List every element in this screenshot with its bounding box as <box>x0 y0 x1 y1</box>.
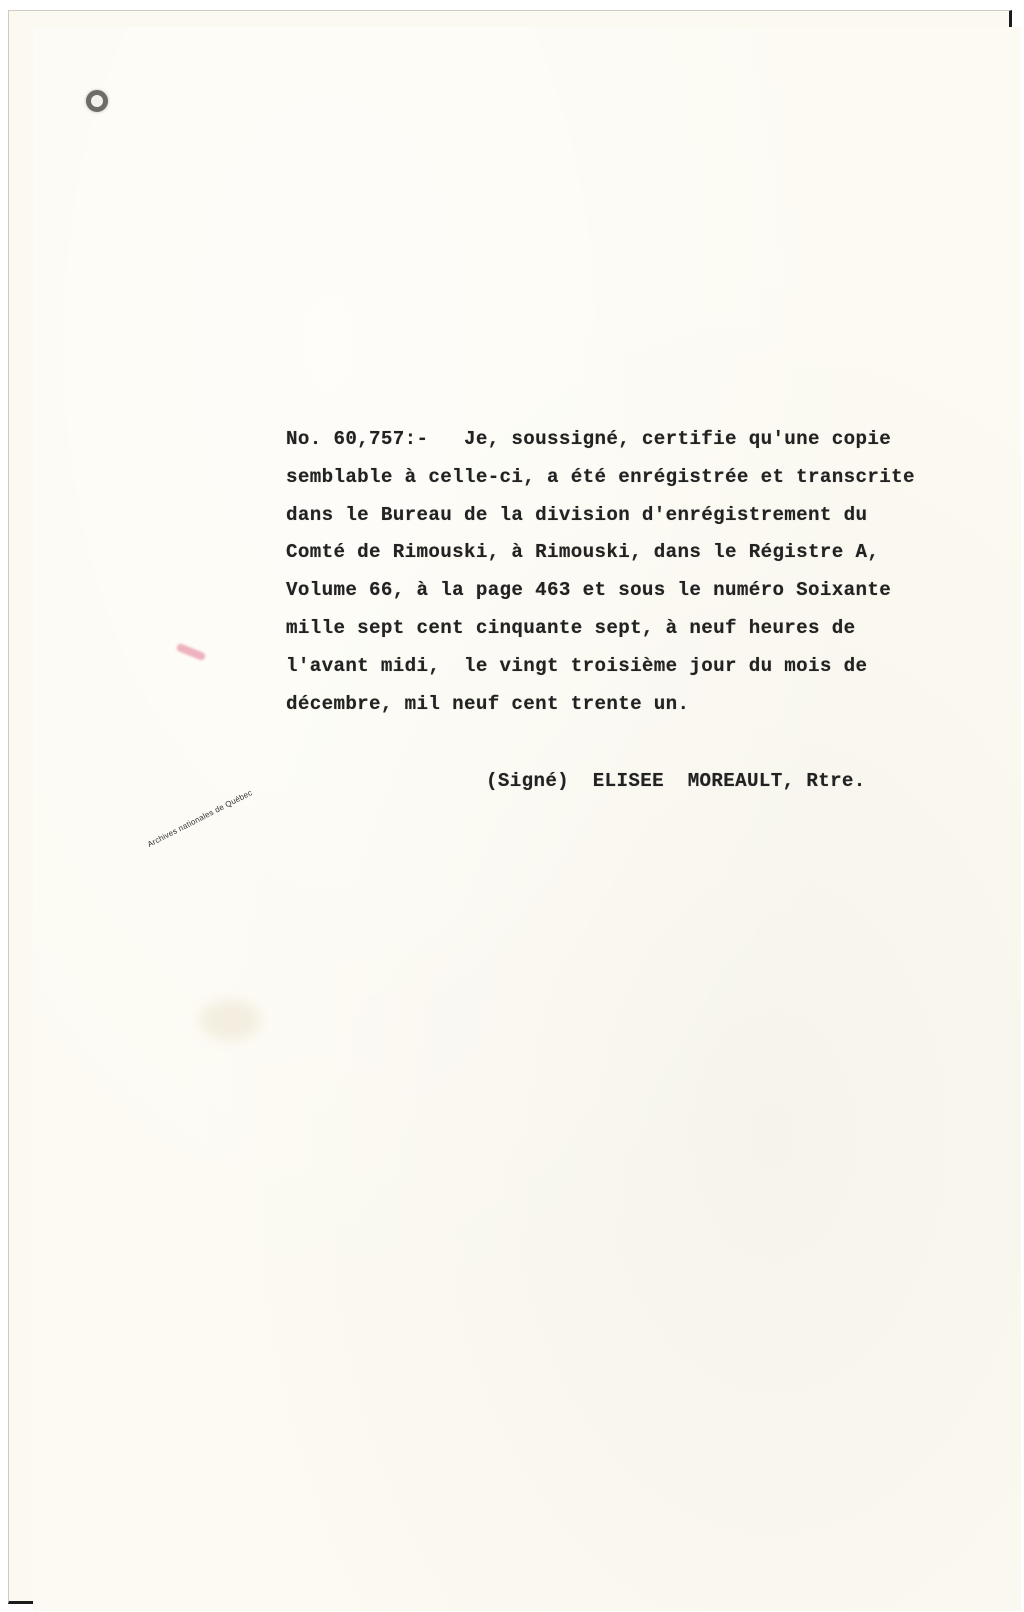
certificate-line: décembre, mil neuf cent trente un. <box>286 692 690 715</box>
certificate-line: Comté de Rimouski, à Rimouski, dans le Régistre A, <box>286 541 880 564</box>
registration-certificate-text <box>286 421 926 723</box>
punch-hole <box>86 90 108 112</box>
archive-stamp: Archives nationales de Québec <box>145 788 254 849</box>
scan-frame <box>8 10 1012 1604</box>
certificate-line: dans le Bureau de la division d'enrégistrement du <box>286 503 868 526</box>
paper-stain <box>200 1000 260 1040</box>
certificate-line: semblable à celle-ci, a été enrégistrée et transcrite <box>286 465 915 488</box>
registrar-signature: (Signé) ELISEE MOREAULT, Rtre. <box>486 770 866 792</box>
document-page <box>33 27 1021 1611</box>
certificate-line: Volume 66, à la page 463 et sous le numéro Soixante <box>286 579 892 602</box>
certificate-line: l'avant midi, le vingt troisième jour du mois de <box>286 654 868 677</box>
certificate-line: mille sept cent cinquante sept, à neuf heures de <box>286 616 856 639</box>
certificate-line: No. 60,757:- Je, soussigné, certifie qu'une copie <box>286 428 892 450</box>
